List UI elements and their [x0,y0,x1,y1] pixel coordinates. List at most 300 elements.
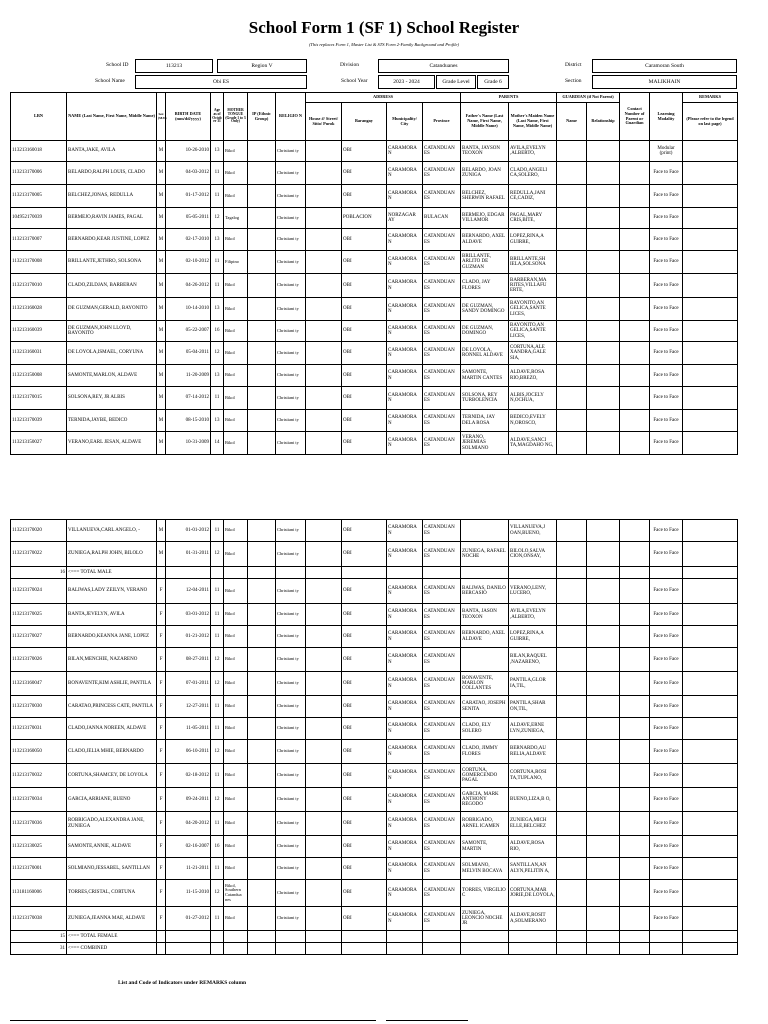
municipality-cell: CARAMORA N [387,410,423,432]
religion-cell: Christiani ty [276,788,306,812]
birth-date-header: BIRTH DATE (mm/dd/yyyy) [166,93,211,141]
municipality-cell: CARAMORA N [387,740,423,764]
barangay-cell: OBI [342,740,387,764]
remarks-header: REMARKS [683,93,738,103]
sex-cell: F [157,626,166,648]
name-cell: SAMONTE,ANNIE, ALDAVE [67,836,157,858]
region-field: Region V [217,59,307,73]
modality-cell: Face to Face [650,579,683,604]
barangay-cell: OBI [342,185,387,208]
birth-date-cell: 03-01-2012 [166,604,211,626]
empty-cell [224,567,248,579]
father-name-cell: CARATAO, JOSEPH SENITA [461,696,509,718]
mother-name-cell: BEDICO,EVELY N,OROSCO, [509,410,557,432]
birth-date-cell: 02-10-2012 [166,251,211,274]
birth-date-cell: 02-16-2007 [166,836,211,858]
register-table-page-1 [10,92,738,455]
age-cell: 16 [211,321,224,342]
mother-tongue-cell: Bikol [224,788,248,812]
lrn-cell: 113213130025 [11,836,67,858]
mother-tongue-cell: Bikol [224,648,248,672]
sex-cell: M [157,387,166,410]
religion-cell: Christiani ty [276,410,306,432]
father-name-cell [461,648,509,672]
name-cell: BERNARDO,KEANNA JANE, LOPEZ [67,626,157,648]
ip-cell [248,740,276,764]
sex-cell: M [157,542,166,567]
house-cell [306,229,342,251]
remarks-cell [683,432,738,455]
mother-tongue-cell: Bikol [224,740,248,764]
total-male-row [11,567,738,579]
signature-line-right [386,1020,468,1021]
province-cell: CATANDUAN ES [423,604,461,626]
municipality-cell: CARAMORA N [387,604,423,626]
sex-cell: F [157,696,166,718]
father-name-cell: ZUNIEGA, LEONCIO NOCHE JR [461,907,509,931]
sex-cell: M [157,298,166,321]
guardian-relationship-cell [587,740,620,764]
mother-tongue-cell: Bikol [224,579,248,604]
table-row [11,880,738,907]
name-cell: VILLANUEVA,CARL ANGELO, - [67,520,157,542]
province-cell: CATANDUAN ES [423,185,461,208]
table-row [11,858,738,880]
contact-cell [620,672,650,696]
table-row [11,907,738,931]
guardian-name-cell [557,836,587,858]
modality-cell: Face to Face [650,274,683,298]
municipality-cell: CARAMORA N [387,141,423,162]
table-row [11,764,738,788]
remarks-cell [683,365,738,387]
ip-cell [248,696,276,718]
mother-tongue-cell: Bikol [224,858,248,880]
mother-tongue-cell: Bikol [224,542,248,567]
lrn-cell: 113213160028 [11,298,67,321]
empty-cell [166,931,211,943]
age-cell: 12 [211,342,224,365]
religion-cell: Christiani ty [276,251,306,274]
age-cell: 12 [211,740,224,764]
district-field: Caramoran South [592,59,737,73]
birth-date-cell: 04-26-2012 [166,274,211,298]
religion-cell: Christiani ty [276,185,306,208]
father-name-cell: TERNIDA, JAY DELA ROSA [461,410,509,432]
house-cell [306,251,342,274]
mother-tongue-cell: Bikol [224,342,248,365]
ip-cell [248,907,276,931]
religion-cell: Christiani ty [276,208,306,229]
mother-tongue-cell: Bikol [224,229,248,251]
ip-cell [248,648,276,672]
lrn-cell: 104952170039 [11,208,67,229]
name-cell: ZUNIEGA,JEANNA MAE, ALDAVE [67,907,157,931]
guardian-name-cell [557,342,587,365]
contact-cell [620,718,650,740]
barangay-cell: OBI [342,365,387,387]
remarks-cell [683,907,738,931]
total-female-row-label: <=== TOTAL FEMALE [67,931,157,943]
birth-date-cell: 12-27-2011 [166,696,211,718]
age-cell: 11 [211,858,224,880]
guardian-name-cell [557,208,587,229]
empty-cell [587,567,620,579]
contact-cell [620,858,650,880]
birth-date-cell: 11-20-2009 [166,365,211,387]
empty-cell [306,567,342,579]
mother-name-cell: ALDAVE,SANCI TA,MAGDAHO NG, [509,432,557,455]
modality-cell: Face to Face [650,365,683,387]
age-cell: 12 [211,880,224,907]
mother-tongue-cell: Bikol [224,907,248,931]
mother-tongue-cell: Bikol [224,718,248,740]
name-cell: CORTUNA,SHAMCEY, DE LOYOLA [67,764,157,788]
lrn-cell: 113213170010 [11,274,67,298]
religion-cell: Christiani ty [276,880,306,907]
contact-cell [620,812,650,836]
age-cell: 12 [211,542,224,567]
house-cell [306,321,342,342]
modality-cell: Face to Face [650,251,683,274]
father-name-cell: SOLSONA, REY TURBOLENCIA [461,387,509,410]
name-cell: CLADO,ZILDJAN, BARBERAN [67,274,157,298]
father-name-cell: BELARDO, JOAN ZUNIGA [461,162,509,185]
birth-date-cell: 08-15-2010 [166,410,211,432]
province-cell: CATANDUAN ES [423,542,461,567]
name-cell: GARCIA,ARRIANE, BUENO [67,788,157,812]
father-name-cell: DE LOYOLA, RONNEL ALDAVE [461,342,509,365]
empty-cell [211,943,224,955]
contact-cell [620,274,650,298]
empty-cell [306,931,342,943]
form-subtitle: (This replaces Form 1, Master List & STS Form 2-Family Background and Profile) [308,42,460,47]
province-cell: CATANDUAN ES [423,880,461,907]
ip-cell [248,542,276,567]
age-cell: 13 [211,298,224,321]
sex-cell: F [157,858,166,880]
table-row [11,365,738,387]
name-cell: CLADO,JANNA NOREEN, ALDAVE [67,718,157,740]
barangay-cell: POBLACION [342,208,387,229]
empty-cell [650,943,683,955]
mother-tongue-cell: Bikol [224,365,248,387]
sex-header: Sex (M/F) [157,93,166,141]
sex-cell: F [157,812,166,836]
form-title: School Form 1 (SF 1) School Register [248,18,520,37]
empty-cell [509,931,557,943]
table-row [11,410,738,432]
municipality-cell: CARAMORA N [387,579,423,604]
mother-name-cell: ALDAVE,ROSIT A,SOLMERANO [509,907,557,931]
barangay-cell: OBI [342,542,387,567]
table-row [11,672,738,696]
empty-cell [157,931,166,943]
guardian-relationship-cell [587,162,620,185]
barangay-cell: OBI [342,251,387,274]
table-row [11,648,738,672]
province-cell: CATANDUAN ES [423,162,461,185]
guardian-header: GUARDIAN (if Not Parent) [557,93,620,103]
total-male-row-label: <=== TOTAL MALE [67,567,157,579]
religion-cell: Christiani ty [276,672,306,696]
province-cell: CATANDUAN ES [423,520,461,542]
municipality-cell: CARAMORA N [387,672,423,696]
house-cell [306,542,342,567]
house-cell [306,648,342,672]
table-row [11,604,738,626]
ip-cell [248,208,276,229]
name-cell: DE GUZMAN,JOHN LLOYD, BAYONITO [67,321,157,342]
father-name-cell: BANTA, JASON TEOXON [461,604,509,626]
province-cell: CATANDUAN ES [423,410,461,432]
father-header: Father's Name (Last Name, First Name, Middle Name) [461,103,509,141]
religion-cell: Christiani ty [276,604,306,626]
mother-name-cell: BRILLANTE,SH IELA,SOLSONA [509,251,557,274]
guardian-name-cell [557,718,587,740]
age-cell: 11 [211,274,224,298]
barangay-cell: OBI [342,880,387,907]
ip-cell [248,162,276,185]
name-cell: BERNARDO,KEAR JUSTINE, LOPEZ [67,229,157,251]
empty-cell [166,567,211,579]
empty-cell [650,931,683,943]
modality-cell: Face to Face [650,672,683,696]
birth-date-cell: 11-21-2011 [166,858,211,880]
empty-cell [683,931,738,943]
table-row [11,162,738,185]
house-cell [306,672,342,696]
municipality-cell: CARAMORA N [387,185,423,208]
school-name-field: Obi ES [135,75,307,89]
father-name-cell: BERMEJO, EDGAR VILLAMOR [461,208,509,229]
empty-cell [211,567,224,579]
guardian-relationship-cell [587,604,620,626]
table-row [11,718,738,740]
house-cell [306,432,342,455]
province-cell: CATANDUAN ES [423,579,461,604]
mother-tongue-cell: Bikol [224,672,248,696]
remarks-cell [683,542,738,567]
age-cell: 11 [211,162,224,185]
ip-cell [248,836,276,858]
barangay-cell: OBI [342,648,387,672]
religion-cell: Christiani ty [276,298,306,321]
lrn-header: LRN [11,93,67,141]
remarks-cell [683,410,738,432]
mother-tongue-cell: Bikol [224,185,248,208]
name-cell: BANTA,JEVELYN, AVILA [67,604,157,626]
age-cell: 11 [211,626,224,648]
sex-cell: M [157,520,166,542]
remarks-cell [683,321,738,342]
municipality-cell: CARAMORA N [387,907,423,931]
name-cell: BANTA,JAKE, AVILA [67,141,157,162]
house-cell [306,788,342,812]
father-name-cell: ROBRIGADO, ARNEL ICAMEN [461,812,509,836]
empty-cell [620,943,650,955]
name-cell: CLADO,JELIA MHIE, BERNARDO [67,740,157,764]
division-label: Division [340,62,359,68]
mother-name-cell: BILOLO,SALVA CION,ONSAY, [509,542,557,567]
province-cell: CATANDUAN ES [423,274,461,298]
municipality-cell: CARAMORA N [387,648,423,672]
table-row [11,229,738,251]
table-row [11,520,738,542]
mother-tongue-cell: Bikol [224,410,248,432]
house-cell [306,208,342,229]
name-cell: TERNIDA,JAYBE, BEDICO [67,410,157,432]
father-name-cell: BALIWAS, DANILO BERCASIO [461,579,509,604]
house-cell [306,185,342,208]
remarks-cell [683,740,738,764]
birth-date-cell: 01-17-2012 [166,185,211,208]
mother-name-cell: CORTUNA,ALE XANDRA,GALE SIA, [509,342,557,365]
barangay-header: Barangay [342,103,387,141]
sex-cell: M [157,432,166,455]
guardian-relationship-cell [587,880,620,907]
province-cell: CATANDUAN ES [423,251,461,274]
modality-cell: Face to Face [650,298,683,321]
grade-level-field: Grade 6 [477,75,509,89]
register-table-page-2 [10,519,738,955]
empty-cell [276,943,306,955]
empty-cell [650,567,683,579]
sex-cell: F [157,718,166,740]
house-cell [306,298,342,321]
remarks-cell [683,387,738,410]
name-cell: BONAVENTE,KIM ASHLIE, PANTILA [67,672,157,696]
empty-cell [248,567,276,579]
name-cell: DE LOYOLA,ISMAEL, CORYUNA [67,342,157,365]
mother-name-cell: CLADO,ANGELI CA,SOLERO, [509,162,557,185]
religion-cell: Christiani ty [276,764,306,788]
lrn-cell: 113181160006 [11,880,67,907]
municipality-cell: CARAMORA N [387,251,423,274]
sex-cell: M [157,365,166,387]
guardian-name-cell [557,740,587,764]
religion-cell: Christiani ty [276,342,306,365]
remarks-cell [683,672,738,696]
province-cell: CATANDUAN ES [423,907,461,931]
guardian-name-cell [557,604,587,626]
lrn-cell: 113213160039 [11,321,67,342]
father-name-cell: CLADO, JAY FLORES [461,274,509,298]
birth-date-cell: 08-27-2011 [166,648,211,672]
province-cell: CATANDUAN ES [423,387,461,410]
remarks-note: (Please refer to the legend on last page) [683,103,738,141]
remarks-cell [683,812,738,836]
mother-tongue-cell: Bikol [224,274,248,298]
empty-cell [211,931,224,943]
guardian-relationship-cell [587,788,620,812]
municipality-cell: CARAMORA N [387,626,423,648]
guardian-relationship-cell [587,321,620,342]
table-row [11,342,738,365]
contact-cell [620,141,650,162]
school-year-field: 2023 - 2024 [378,75,435,89]
mother-name-cell: BARBERAN,MA RITES,VILLAFU ERTE, [509,274,557,298]
modality-cell: Face to Face [650,812,683,836]
house-cell [306,907,342,931]
sex-cell: M [157,229,166,251]
mother-name-cell: BAYONITO,AN GELICA,SANTE LICES, [509,298,557,321]
birth-date-cell: 05-04-2011 [166,342,211,365]
remarks-cell [683,788,738,812]
contact-cell [620,626,650,648]
modality-header: Learning Modality [650,93,683,141]
lrn-cell: 113213170039 [11,410,67,432]
municipality-cell: CARAMORA N [387,342,423,365]
school-id-label: School ID [106,62,129,68]
sex-cell: F [157,740,166,764]
province-header: Province [423,103,461,141]
remarks-cell [683,604,738,626]
empty-cell [683,943,738,955]
birth-date-cell: 05-05-2011 [166,208,211,229]
age-cell: 11 [211,579,224,604]
house-cell [306,626,342,648]
remarks-cell [683,298,738,321]
guardian-name-cell [557,162,587,185]
lrn-cell: 113213170032 [11,764,67,788]
empty-cell [423,567,461,579]
mother-name-cell: BAYONITO,AN GELICA,SANTE LICES, [509,321,557,342]
municipality-cell: CARAMORA N [387,812,423,836]
province-cell: CATANDUAN ES [423,229,461,251]
father-name-cell: BELCHEZ, SHERWIN RAFAEL [461,185,509,208]
age-cell: 11 [211,604,224,626]
religion-cell: Christiani ty [276,836,306,858]
modality-cell: Face to Face [650,520,683,542]
modality-cell: Face to Face [650,718,683,740]
remarks-cell [683,764,738,788]
guardian-relationship-cell [587,764,620,788]
sex-cell: F [157,880,166,907]
province-cell: CATANDUAN ES [423,648,461,672]
house-cell [306,764,342,788]
house-cell [306,342,342,365]
religion-cell: Christiani ty [276,648,306,672]
modality-cell: Face to Face [650,185,683,208]
guardian-name-cell [557,858,587,880]
birth-date-cell: 10-26-2010 [166,141,211,162]
name-cell: SOLSONA,REY, JR ALBIS [67,387,157,410]
modality-cell: Face to Face [650,321,683,342]
barangay-cell: OBI [342,696,387,718]
father-name-cell: BONAVENTE, MARLON COLLANTES [461,672,509,696]
mother-tongue-cell: Bikol [224,836,248,858]
age-cell: 12 [211,208,224,229]
sex-cell: M [157,141,166,162]
empty-cell [166,943,211,955]
guardian-relationship-cell [587,387,620,410]
total-female-row [11,931,738,943]
section-field: MALIKHAIN [592,75,737,89]
modality-cell: Face to Face [650,410,683,432]
guardian-name-cell [557,365,587,387]
age-cell: 11 [211,907,224,931]
table-row [11,185,738,208]
remarks-cell [683,208,738,229]
empty-cell [306,943,342,955]
mother-name-cell: BUENO,LIZA,B O, [509,788,557,812]
mother-name-cell: REDULLA,JANI CE,CADIZ, [509,185,557,208]
lrn-cell: 113213170005 [11,185,67,208]
lrn-cell: 113213170015 [11,387,67,410]
barangay-cell: OBI [342,764,387,788]
birth-date-cell: 01-01-2012 [166,520,211,542]
